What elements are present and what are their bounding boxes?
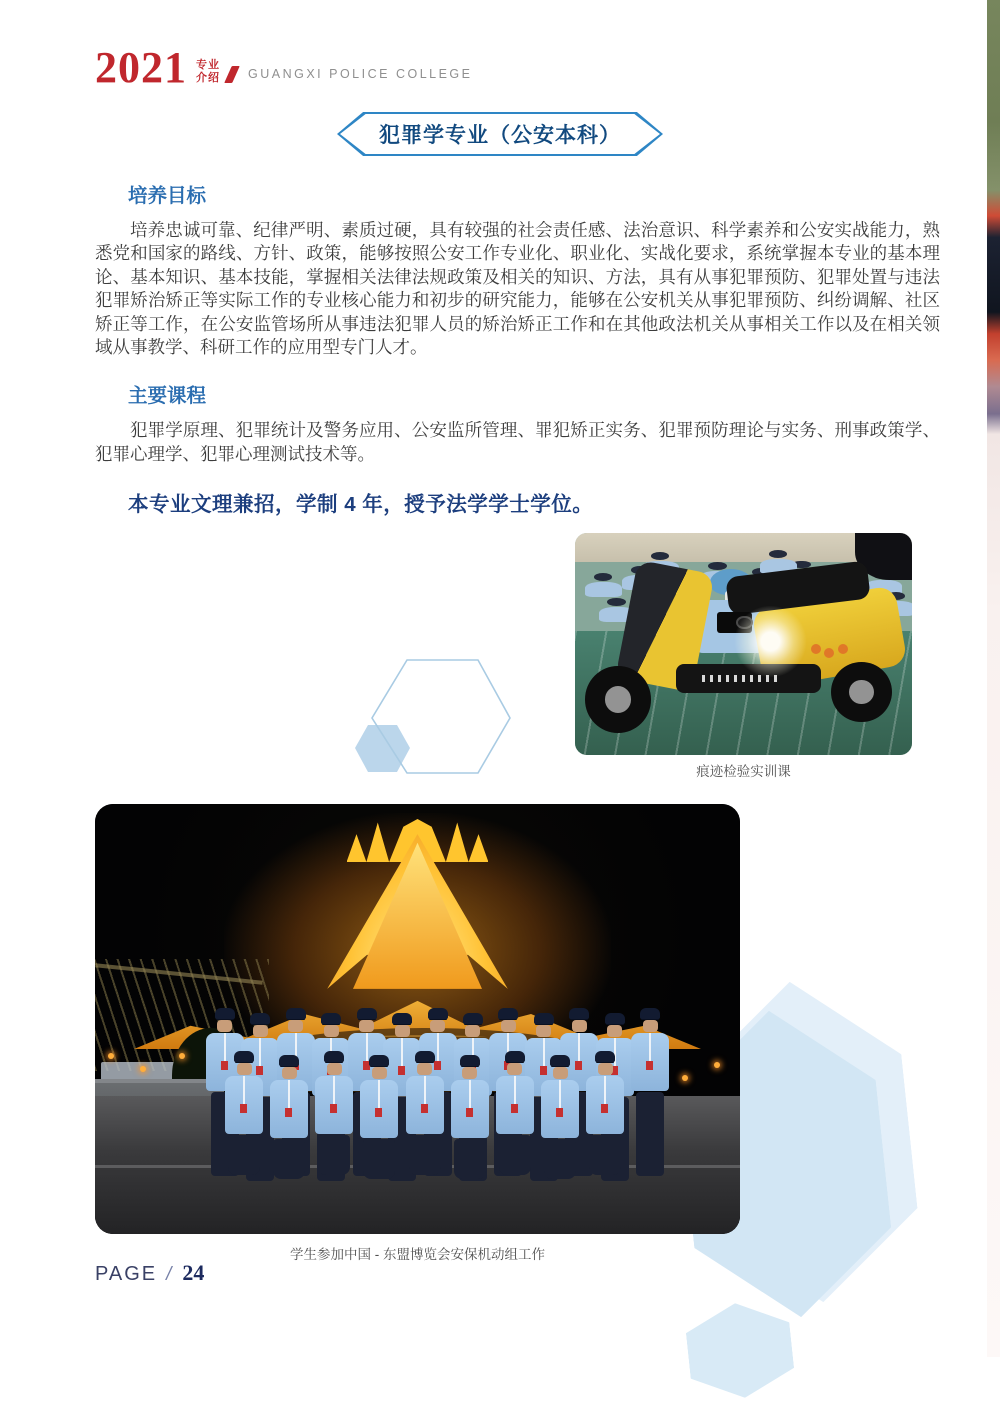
- of-cap-part: [498, 1008, 518, 1019]
- crowd-shirt: [585, 582, 622, 597]
- of-badge-part: [511, 1104, 518, 1113]
- of-torso-part: [270, 1080, 308, 1138]
- of-cap-part: [286, 1008, 306, 1019]
- of-cap-part: [234, 1051, 254, 1062]
- photo-trace-inspection: [575, 533, 912, 755]
- of-face-part: [417, 1063, 432, 1075]
- of-face-part: [359, 1020, 374, 1032]
- of-legs-part: [318, 1135, 350, 1175]
- of-face-part: [253, 1025, 268, 1037]
- of-badge-part: [601, 1104, 608, 1113]
- officer-standing: [630, 1008, 670, 1176]
- of-face-part: [643, 1020, 658, 1032]
- officer-kneeling: [405, 1051, 445, 1175]
- of-cap-part: [463, 1013, 483, 1024]
- of-torso-part: [225, 1076, 263, 1134]
- adjacent-page-bleed: [987, 0, 1000, 1357]
- tagline-line2: 介绍: [196, 71, 220, 84]
- of-legs-part: [636, 1092, 664, 1176]
- of-face-part: [237, 1063, 252, 1075]
- of-face-part: [288, 1020, 303, 1032]
- officer-kneeling: [495, 1051, 535, 1175]
- major-title-badge: [337, 112, 663, 156]
- officer-kneeling: [269, 1055, 309, 1179]
- of-badge-part: [240, 1104, 247, 1113]
- section-heading-goals: 培养目标: [128, 185, 207, 207]
- photo2-officers: [95, 804, 740, 1234]
- crowd-head: [651, 552, 670, 560]
- of-legs-part: [589, 1135, 621, 1175]
- of-torso-part: [586, 1076, 624, 1134]
- of-face-part: [553, 1067, 568, 1079]
- of-badge-part: [285, 1108, 292, 1117]
- of-torso-part: [315, 1076, 353, 1134]
- year-label: 2021: [95, 43, 187, 92]
- officer-kneeling: [585, 1051, 625, 1175]
- scooter-sticker-dot: [838, 644, 848, 654]
- of-badge-part: [556, 1108, 563, 1117]
- of-torso-part: [541, 1080, 579, 1138]
- of-cap-part: [550, 1055, 570, 1066]
- crowd-head: [607, 598, 626, 606]
- of-face-part: [217, 1020, 232, 1032]
- of-face-part: [598, 1063, 613, 1075]
- crowd-head: [594, 573, 613, 581]
- scooter-sticker-dot: [811, 644, 821, 654]
- of-cap-part: [595, 1051, 615, 1062]
- of-cap-part: [357, 1008, 377, 1019]
- of-cap-part: [460, 1055, 480, 1066]
- of-legs-part: [363, 1139, 395, 1179]
- of-badge-part: [466, 1108, 473, 1117]
- of-cap-part: [605, 1013, 625, 1024]
- of-face-part: [462, 1067, 477, 1079]
- of-face-part: [501, 1020, 516, 1032]
- of-badge-part: [421, 1104, 428, 1113]
- of-legs-part: [273, 1139, 305, 1179]
- photo2-caption: 学生参加中国 - 东盟博览会安保机动组工作: [290, 1247, 545, 1262]
- of-cap-part: [369, 1055, 389, 1066]
- of-face-part: [536, 1025, 551, 1037]
- of-badge-part: [375, 1108, 382, 1117]
- of-torso-part: [631, 1033, 669, 1091]
- of-torso-part: [406, 1076, 444, 1134]
- of-cap-part: [569, 1008, 589, 1019]
- of-legs-part: [409, 1135, 441, 1175]
- of-cap-part: [321, 1013, 341, 1024]
- of-face-part: [507, 1063, 522, 1075]
- of-badge-part: [646, 1061, 653, 1070]
- tagline: [196, 59, 220, 86]
- of-cap-part: [415, 1051, 435, 1062]
- of-face-part: [572, 1020, 587, 1032]
- of-torso-part: [496, 1076, 534, 1134]
- major-title: 犯罪学专业（公安本科）: [379, 124, 621, 147]
- photo1-front-hub: [605, 686, 631, 713]
- photo1-caption: 痕迹检验实训课: [696, 764, 791, 779]
- of-cap-part: [279, 1055, 299, 1066]
- red-slash-icon: [224, 66, 240, 83]
- of-face-part: [324, 1025, 339, 1037]
- of-torso-part: [451, 1080, 489, 1138]
- photo1-front-wheel: [585, 666, 651, 733]
- main-content: [95, 180, 940, 517]
- of-legs-part: [228, 1135, 260, 1175]
- footer-separator: /: [166, 1264, 174, 1285]
- footer-page-number: 24: [182, 1260, 205, 1285]
- officer-kneeling: [540, 1055, 580, 1179]
- page-footer: [95, 1260, 204, 1286]
- of-face-part: [327, 1063, 342, 1075]
- footer-page-label: PAGE: [95, 1263, 158, 1285]
- photo1-rear-hub: [849, 680, 873, 704]
- section-body-courses: 犯罪学原理、犯罪统计及警务应用、公安监所管理、罪犯矫正实务、犯罪预防理论与实务、刑事政策学、犯罪心理学、犯罪心理测试技术等。: [95, 420, 940, 464]
- of-cap-part: [250, 1013, 270, 1024]
- of-cap-part: [428, 1008, 448, 1019]
- tagline-line1: 专业: [196, 59, 220, 72]
- officer-kneeling: [314, 1051, 354, 1175]
- of-face-part: [395, 1025, 410, 1037]
- officer-kneeling: [224, 1051, 264, 1175]
- photo1-flashlight-glow: [733, 606, 807, 677]
- of-face-part: [607, 1025, 622, 1037]
- photo-expo-security-group: [95, 804, 740, 1234]
- decor-hexagon-bottom: [683, 1298, 796, 1403]
- page-header: [95, 43, 473, 92]
- officer-kneeling: [450, 1055, 490, 1179]
- of-cap-part: [392, 1013, 412, 1024]
- of-cap-part: [534, 1013, 554, 1024]
- of-cap-part: [505, 1051, 525, 1062]
- of-cap-part: [324, 1051, 344, 1062]
- of-badge-part: [330, 1104, 337, 1113]
- degree-highlight: 本专业文理兼招，学制 4 年，授予法学学士学位。: [128, 493, 594, 517]
- of-torso-part: [360, 1080, 398, 1138]
- of-face-part: [465, 1025, 480, 1037]
- college-name-en: GUANGXI POLICE COLLEGE: [248, 67, 473, 82]
- distant-light-dot: [682, 1075, 688, 1081]
- officer-kneeling: [359, 1055, 399, 1179]
- of-cap-part: [215, 1008, 235, 1019]
- of-cap-part: [640, 1008, 660, 1019]
- section-heading-courses: 主要课程: [128, 385, 207, 408]
- of-face-part: [372, 1067, 387, 1079]
- of-face-part: [282, 1067, 297, 1079]
- of-legs-part: [544, 1139, 576, 1179]
- decor-hexagons-mid: [348, 650, 518, 780]
- of-legs-part: [499, 1135, 531, 1175]
- section-body-goals: 培养忠诚可靠、纪律严明、素质过硬，具有较强的社会责任感、法治意识、科学素养和公安实战能力，熟悉党和国家的路线、方针、政策，能够按照公安工作专业化、职业化、实战化要求，系统掌握本专业的基本理论、基本知识、基本技能，掌握相关法律法规政策及相关的知识、方法，具有从事犯罪预防、犯罪处置与违法犯罪矫治矫正等实际工作的专业核心能力和初步的研究能力，能够在公安机关从事犯罪预防、纠纷调解、社区矫正等工作，在公安监管场所从事违法犯罪人员的矫治矫正工作和在其他政法机关从事相关工作以及在相关领域从事教学、科研工作的应用型专门人才。: [95, 220, 940, 358]
- of-legs-part: [454, 1139, 486, 1179]
- crowd-head: [769, 550, 788, 558]
- of-face-part: [430, 1020, 445, 1032]
- photo1-rear-wheel: [831, 662, 892, 722]
